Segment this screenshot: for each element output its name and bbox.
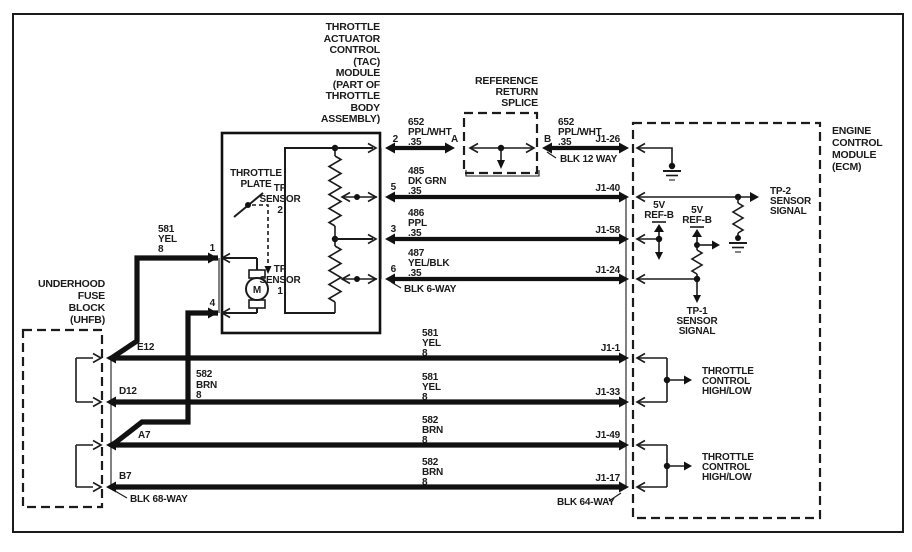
svg-text:BODY: BODY xyxy=(350,102,380,114)
splice-label xyxy=(475,75,538,109)
svg-text:TP: TP xyxy=(273,264,287,275)
svg-text:J1-26: J1-26 xyxy=(595,134,620,145)
svg-text:REF-B: REF-B xyxy=(682,215,712,226)
svg-text:MODULE: MODULE xyxy=(832,149,877,161)
svg-text:J1-33: J1-33 xyxy=(595,387,620,398)
svg-text:FUSE: FUSE xyxy=(77,290,105,302)
uhfb-box xyxy=(23,330,102,507)
5v-supply-arrow-2 xyxy=(692,229,702,237)
svg-text:A: A xyxy=(450,134,458,145)
refb1-down-arrow xyxy=(655,252,663,260)
svg-text:5: 5 xyxy=(390,182,396,193)
svg-text:YEL: YEL xyxy=(422,382,441,393)
blk-68-way-label: BLK 68-WAY xyxy=(130,494,188,505)
svg-text:(TAC): (TAC) xyxy=(353,56,380,68)
svg-text:1: 1 xyxy=(277,286,283,297)
svg-text:A7: A7 xyxy=(138,430,151,441)
svg-text:4: 4 xyxy=(209,298,215,309)
svg-text:.35: .35 xyxy=(558,137,572,148)
wire-652-left xyxy=(385,117,458,154)
svg-text:TP: TP xyxy=(273,183,287,194)
svg-text:ASSEMBLY): ASSEMBLY) xyxy=(320,113,380,125)
svg-text:8: 8 xyxy=(422,392,428,403)
svg-text:.35: .35 xyxy=(408,228,422,239)
svg-text:2: 2 xyxy=(277,205,283,216)
svg-text:HIGH/LOW: HIGH/LOW xyxy=(702,472,752,483)
svg-text:PPL: PPL xyxy=(408,218,427,229)
svg-text:J1-58: J1-58 xyxy=(595,225,620,236)
svg-text:UNDERHOOD: UNDERHOOD xyxy=(37,278,105,290)
svg-text:J1-17: J1-17 xyxy=(595,473,620,484)
svg-text:581: 581 xyxy=(422,372,439,383)
svg-text:REF-B: REF-B xyxy=(644,210,674,221)
ecm-module xyxy=(633,123,883,518)
svg-text:SENSOR: SENSOR xyxy=(259,194,301,205)
svg-text:J1-24: J1-24 xyxy=(595,265,620,276)
svg-text:B7: B7 xyxy=(119,471,132,482)
svg-text:J1-40: J1-40 xyxy=(595,183,620,194)
svg-text:CONTROL: CONTROL xyxy=(702,462,751,473)
svg-text:YEL: YEL xyxy=(158,234,177,245)
svg-text:6: 6 xyxy=(390,264,396,275)
tp2-signal-arrow xyxy=(750,192,759,202)
blk-12-way-label: BLK 12 WAY xyxy=(560,154,618,165)
svg-text:.35: .35 xyxy=(408,268,422,279)
wire-486 xyxy=(385,208,629,245)
svg-text:PPL/WHT: PPL/WHT xyxy=(408,127,452,138)
svg-text:582: 582 xyxy=(196,369,213,380)
ecm-throttle-control-1 xyxy=(637,358,754,402)
svg-text:SENSOR: SENSOR xyxy=(676,316,718,327)
ecm-5v-refb-2 xyxy=(637,205,720,337)
tac-module xyxy=(219,21,381,333)
svg-text:487: 487 xyxy=(408,248,425,259)
diagram-border xyxy=(13,14,903,532)
tac-module-box xyxy=(222,133,380,333)
svg-text:TP-1: TP-1 xyxy=(686,306,708,317)
svg-text:581: 581 xyxy=(158,224,175,235)
svg-text:PLATE: PLATE xyxy=(240,179,272,190)
wire-582-b7-row xyxy=(106,457,629,508)
svg-text:THROTTLE: THROTTLE xyxy=(325,21,380,33)
svg-text:THROTTLE: THROTTLE xyxy=(325,90,380,102)
svg-text:CONTROL: CONTROL xyxy=(832,137,883,149)
svg-text:BRN: BRN xyxy=(196,380,218,391)
refb2-right-arrow xyxy=(712,241,720,250)
tac-module-label xyxy=(321,21,381,125)
svg-text:BLOCK: BLOCK xyxy=(68,302,105,314)
svg-text:2: 2 xyxy=(392,134,398,145)
uhfb-bracket-a7-b7 xyxy=(76,441,101,492)
wire-581-feeder xyxy=(113,224,218,357)
svg-text:TP-2: TP-2 xyxy=(770,186,791,197)
svg-text:(ECM): (ECM) xyxy=(832,161,862,173)
ecm-pin-arrows xyxy=(637,144,645,492)
svg-text:652: 652 xyxy=(558,117,575,128)
svg-text:PPL/WHT: PPL/WHT xyxy=(558,127,602,138)
svg-text:D12: D12 xyxy=(119,386,137,397)
wire-487 xyxy=(385,248,629,295)
svg-text:582: 582 xyxy=(422,415,439,426)
svg-text:YEL/BLK: YEL/BLK xyxy=(408,258,450,269)
svg-text:582: 582 xyxy=(422,457,439,468)
svg-text:THROTTLE: THROTTLE xyxy=(702,366,754,377)
svg-text:MODULE: MODULE xyxy=(335,67,380,79)
svg-text:(UHFB): (UHFB) xyxy=(70,314,105,326)
svg-text:SIGNAL: SIGNAL xyxy=(770,206,807,217)
svg-text:DK GRN: DK GRN xyxy=(408,176,447,187)
svg-text:M: M xyxy=(252,285,262,296)
svg-text:652: 652 xyxy=(408,117,425,128)
svg-text:581: 581 xyxy=(422,328,439,339)
uhfb-label xyxy=(38,278,106,326)
motor-brush-bottom xyxy=(249,300,265,308)
tp-sensor-2 xyxy=(259,148,377,239)
svg-text:8: 8 xyxy=(196,390,202,401)
uhfb-bracket-e12-d12 xyxy=(76,354,101,407)
svg-text:THROTTLE: THROTTLE xyxy=(702,452,754,463)
svg-text:B: B xyxy=(543,134,551,145)
svg-text:3: 3 xyxy=(390,224,396,235)
svg-text:.35: .35 xyxy=(408,137,422,148)
throttle-control-arrow-1 xyxy=(684,376,692,385)
svg-text:SENSOR: SENSOR xyxy=(770,196,812,207)
svg-text:5V: 5V xyxy=(653,200,665,211)
tp-sensor-1 xyxy=(259,239,377,313)
throttle-control-arrow-2 xyxy=(684,462,692,471)
svg-text:CONTROL: CONTROL xyxy=(329,44,380,56)
svg-text:THROTTLE: THROTTLE xyxy=(230,168,282,179)
tp-sensor-2-resistor xyxy=(329,156,341,226)
ecm-throttle-control-2 xyxy=(637,445,754,487)
svg-text:.35: .35 xyxy=(408,186,422,197)
svg-text:8: 8 xyxy=(422,435,428,446)
tp1-signal-arrow xyxy=(693,295,701,303)
tp1-pullup-resistor xyxy=(692,250,702,274)
svg-text:SIGNAL: SIGNAL xyxy=(678,326,716,337)
svg-text:1: 1 xyxy=(209,243,215,254)
wire-581-d12-row xyxy=(106,372,629,408)
svg-text:BRN: BRN xyxy=(422,425,444,436)
svg-text:CONTROL: CONTROL xyxy=(702,376,751,387)
svg-text:8: 8 xyxy=(422,477,428,488)
wire-485 xyxy=(385,166,629,203)
svg-text:SENSOR: SENSOR xyxy=(259,275,301,286)
tp-sensor-1-resistor xyxy=(329,246,341,302)
svg-text:SPLICE: SPLICE xyxy=(501,97,538,109)
splice-down-arrow xyxy=(497,160,505,169)
5v-supply-arrow xyxy=(654,224,664,232)
svg-text:YEL: YEL xyxy=(422,338,441,349)
svg-text:J1-1: J1-1 xyxy=(600,343,620,354)
svg-text:HIGH/LOW: HIGH/LOW xyxy=(702,386,752,397)
svg-text:485: 485 xyxy=(408,166,425,177)
svg-text:486: 486 xyxy=(408,208,425,219)
svg-text:(PART OF: (PART OF xyxy=(332,79,380,91)
svg-text:ACTUATOR: ACTUATOR xyxy=(323,33,380,45)
svg-text:BRN: BRN xyxy=(422,467,444,478)
underhood-fuse-block xyxy=(23,278,111,507)
ecm-ground-j126 xyxy=(637,148,681,180)
ecm-label xyxy=(832,125,883,173)
sensor-common-wire xyxy=(285,148,335,313)
reference-return-splice xyxy=(464,75,539,176)
wire-652-right xyxy=(542,117,629,165)
ecm-5v-refb-1 xyxy=(637,200,674,260)
svg-text:8: 8 xyxy=(158,244,164,255)
blk-6-way-label: BLK 6-WAY xyxy=(404,284,457,295)
blk-64-way-label: BLK 64-WAY xyxy=(557,497,615,508)
svg-text:5V: 5V xyxy=(691,205,703,216)
svg-text:ENGINE: ENGINE xyxy=(832,125,872,137)
wire-582-feeder xyxy=(115,298,218,443)
tp2-pullup-resistor xyxy=(733,203,743,233)
svg-text:REFERENCE: REFERENCE xyxy=(475,75,538,87)
svg-text:RETURN: RETURN xyxy=(495,86,538,98)
svg-text:J1-49: J1-49 xyxy=(595,430,620,441)
svg-text:8: 8 xyxy=(422,348,428,359)
svg-text:E12: E12 xyxy=(137,342,155,353)
